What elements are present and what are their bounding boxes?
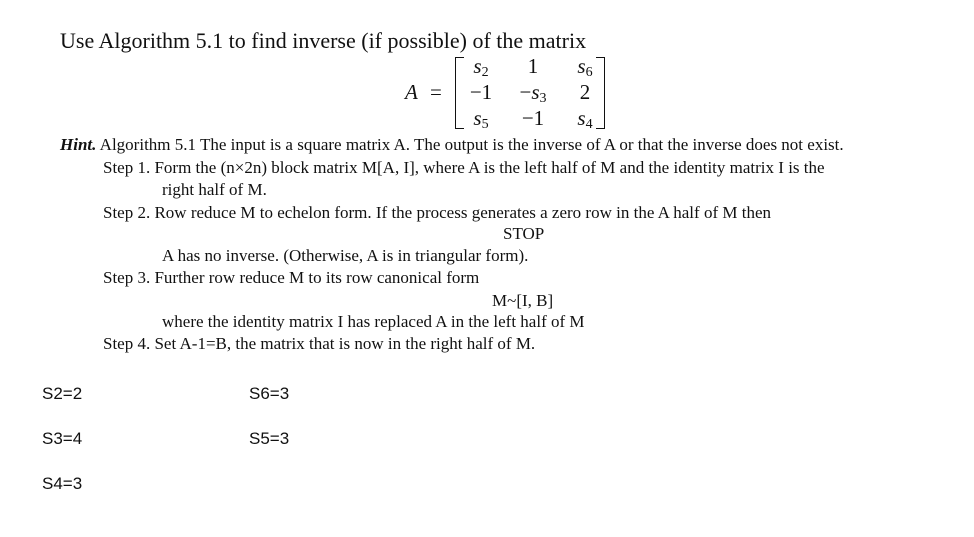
matrix-label: A: [405, 80, 418, 104]
step1-line1: Step 1. Form the (n×2n) block matrix M[A, I], where A is the left half of M and the identity matrix I is the: [103, 158, 825, 177]
value-s3: S3=4: [42, 429, 83, 448]
matrix-cell-symbol: s: [577, 106, 586, 130]
step2-line1: Step 2. Row reduce M to echelon form. If the process generates a zero row in the A half of M then: [103, 203, 771, 222]
equals-sign: =: [430, 80, 442, 104]
matrix-cell-sign: −: [519, 80, 532, 104]
matrix-cell-subscript: 2: [481, 65, 489, 80]
value-s2: S2=2: [42, 384, 83, 403]
step2-line2: A has no inverse. (Otherwise, A is in triangular form).: [162, 246, 529, 265]
matrix-cell-r2-c2: [511, 80, 555, 107]
matrix-cell-symbol: s: [473, 106, 482, 130]
step3-line2: where the identity matrix I has replaced A in the left half of M: [162, 312, 585, 331]
step4-line: Step 4. Set A-1=B, the matrix that is now in the right half of M.: [103, 334, 536, 353]
step2-stop: STOP: [503, 224, 545, 243]
matrix-cell-r1-c3: [563, 54, 607, 81]
hint-intro-text: Algorithm 5.1 The input is a square matrix A. The output is the inverse of A or that the inverse does not exist.: [96, 135, 844, 154]
matrix-cell-r3-c3: [563, 106, 607, 133]
matrix-cell-symbol: s: [531, 80, 540, 104]
matrix-cell-symbol: s: [577, 54, 586, 78]
matrix-cell-r3-c2: −1: [521, 106, 545, 130]
value-s6: S6=3: [249, 384, 290, 403]
problem-title: Use Algorithm 5.1 to find inverse (if possible) of the matrix: [60, 28, 587, 53]
hint-label: Hint.: [60, 135, 97, 154]
matrix-cell-r1-c2: 1: [527, 54, 539, 78]
matrix-cell-symbol: s: [473, 54, 482, 78]
step1-line2: right half of M.: [162, 180, 267, 199]
matrix-cell-r2-c3: 2: [579, 80, 591, 104]
hint-intro: [60, 135, 844, 155]
matrix-cell-subscript: 6: [585, 65, 593, 80]
matrix-cell-subscript: 4: [585, 117, 593, 132]
matrix-cell-r2-c1: −1: [469, 80, 493, 104]
matrix-cell-subscript: 3: [539, 91, 547, 106]
matrix-cell-subscript: 5: [481, 117, 489, 132]
step3-line1: Step 3. Further row reduce M to its row canonical form: [103, 268, 480, 287]
value-s5: S5=3: [249, 429, 290, 448]
matrix-cell-r1-c1: [459, 54, 503, 81]
value-s4: S4=3: [42, 474, 83, 493]
step3-formula: M~[I, B]: [492, 291, 554, 310]
matrix-cell-r3-c1: [459, 106, 503, 133]
